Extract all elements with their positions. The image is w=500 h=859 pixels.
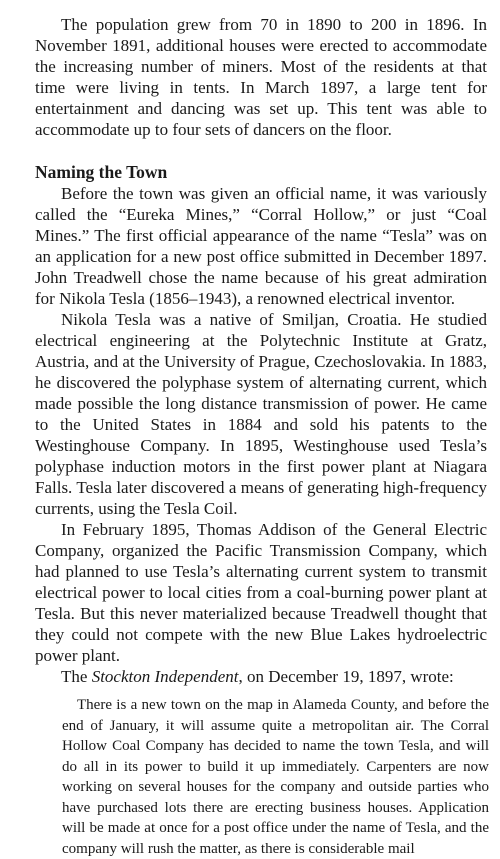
addison-paragraph: In February 1895, Thomas Addison of the General Electric Company, organized the Pacific Transmission Company, which had planned to use Tesla’s alternating current system to transmit electrical power to local cities from a coal-burning power plant at Tesla. But this never materialized because Treadwell thought that they could not compete with the new Blue Lakes hydroelectric power plant. (35, 520, 487, 665)
stockton-prefix: The (61, 667, 92, 686)
block-quote: There is a new town on the map in Alameda County, and before the end of January, it will assume quite a metropolitan air. The Corral Hollow Coal Company has decided to name the town Tesla, and will do all in its power to build it up immediately. Carpenters are now working on several houses for the company and outside parties who have purchased lots there are erecting business houses. Application will be made at once for a post office under the name of Tesla, and the company will rush the matter, as there is considerable mail (62, 697, 489, 857)
tesla-paragraph: Nikola Tesla was a native of Smiljan, Croatia. He studied electrical engineering at the Polytechnic Institute at Gratz, Austria, and at the University of Prague, Czechoslovakia. In 1883, he discovered the polyphase system of alternating current, which made possible the long distance transmission of power. He came to the United States in 1884 and sold his patents to the Westinghouse Company. In 1895, Westinghouse used Tesla’s polyphase induction motors in the first power plant at Niagara Falls. Tesla later discovered a means of generating high-frequency currents, using the Tesla Coil. (35, 310, 487, 518)
newspaper-title: Stockton Independent (91, 667, 239, 686)
population-paragraph: The population grew from 70 in 1890 to 200 in 1896. In November 1891, additional houses were erected to accommodate the increasing number of miners. Most of the residents at that time were living in tents. In March 1897, a large tent for entertainment and dancing was set up. This tent was able to accommodate up to four sets of dancers on the floor. (35, 15, 487, 139)
stockton-suffix: , on December 19, 1897, wrote: (238, 667, 454, 686)
naming-paragraph: Before the town was given an official name, it was variously called the “Eureka Mines,” “Corral Hollow,” or just “Coal Mines.” The first official appearance of the name “Tesla” was on an application for a new post office submitted in December 1897. John Treadwell chose the name because of his great admiration for Nikola Tesla (1856–1943), a renowned electrical inventor. (35, 184, 487, 308)
stockton-intro-paragraph (35, 666, 487, 687)
document-page (35, 14, 487, 859)
section-heading-naming: Naming the Town (35, 162, 168, 182)
